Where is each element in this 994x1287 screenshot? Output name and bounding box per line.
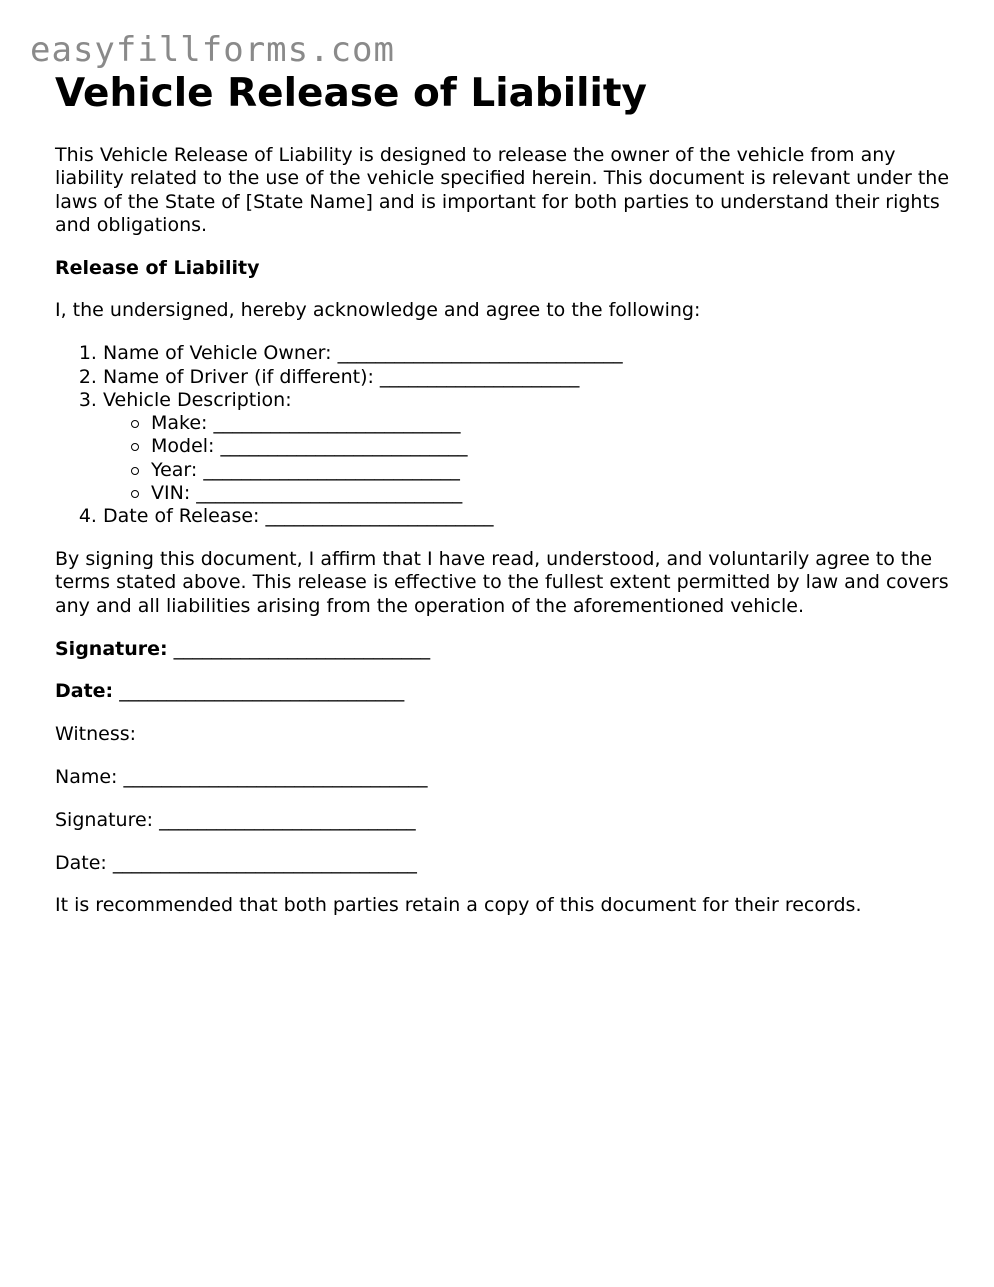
document-body [55,144,950,937]
witness-heading: Witness: [55,723,137,746]
section-heading: Release of Liability [55,256,260,279]
circle-bullet-icon [131,467,139,475]
date-label: Date: [55,680,114,703]
list-item-driver [103,366,950,389]
circle-bullet-icon [131,490,139,498]
list-item-vin [151,482,950,505]
model-field[interactable]: Model: __________________________ [151,435,468,458]
circle-bullet-icon [131,443,139,451]
document-title: Vehicle Release of Liability [55,71,647,116]
witness-signature-field[interactable]: Signature: ___________________________ [55,808,416,831]
list-item-make [151,412,950,435]
intro-paragraph: This Vehicle Release of Liability is designed to release the owner of the vehicle from any liability related to the use of the vehicle specified herein. This document is relevant under the laws of the State of [State Name] and is important for both parties to understand their rights and obligations. [55,144,950,236]
closing-paragraph: It is recommended that both parties retain a copy of this document for their records. [55,894,862,917]
witness-date-field[interactable]: Date: ________________________________ [55,851,417,874]
list-item-vehicle-description [103,389,950,505]
year-field[interactable]: Year: ___________________________ [151,458,460,481]
vehicle-details-list [103,412,950,505]
vehicle-description-label: Vehicle Description: [103,388,292,411]
date-line [55,680,950,703]
date-field[interactable]: ______________________________ [119,680,405,703]
affirmation-paragraph: By signing this document, I affirm that I have read, understood, and voluntarily agree to the terms stated above. This release is effective to the fullest extent permitted by law and covers any and all liabilities arising from the operation of the aforementioned vehicle. [55,548,949,617]
owner-field[interactable]: Name of Vehicle Owner: ______________________________ [103,342,623,365]
witness-name-field[interactable]: Name: ________________________________ [55,765,428,788]
signature-label: Signature: [55,637,168,660]
release-date-field[interactable]: Date of Release: ________________________ [103,505,494,528]
acknowledgement-text: I, the undersigned, hereby acknowledge and agree to the following: [55,299,701,322]
list-item-owner [103,342,950,365]
signature-line [55,638,950,661]
list-item-year [151,459,950,482]
circle-bullet-icon [131,420,139,428]
list-item-release-date [103,505,950,528]
terms-list [55,342,950,528]
driver-field[interactable]: Name of Driver (if different): _____________________ [103,365,580,388]
list-item-model [151,435,950,458]
watermark: easyfillforms.com [30,30,395,70]
signature-field[interactable]: ___________________________ [173,637,431,660]
make-field[interactable]: Make: __________________________ [151,412,461,435]
vin-field[interactable]: VIN: ____________________________ [151,482,463,505]
